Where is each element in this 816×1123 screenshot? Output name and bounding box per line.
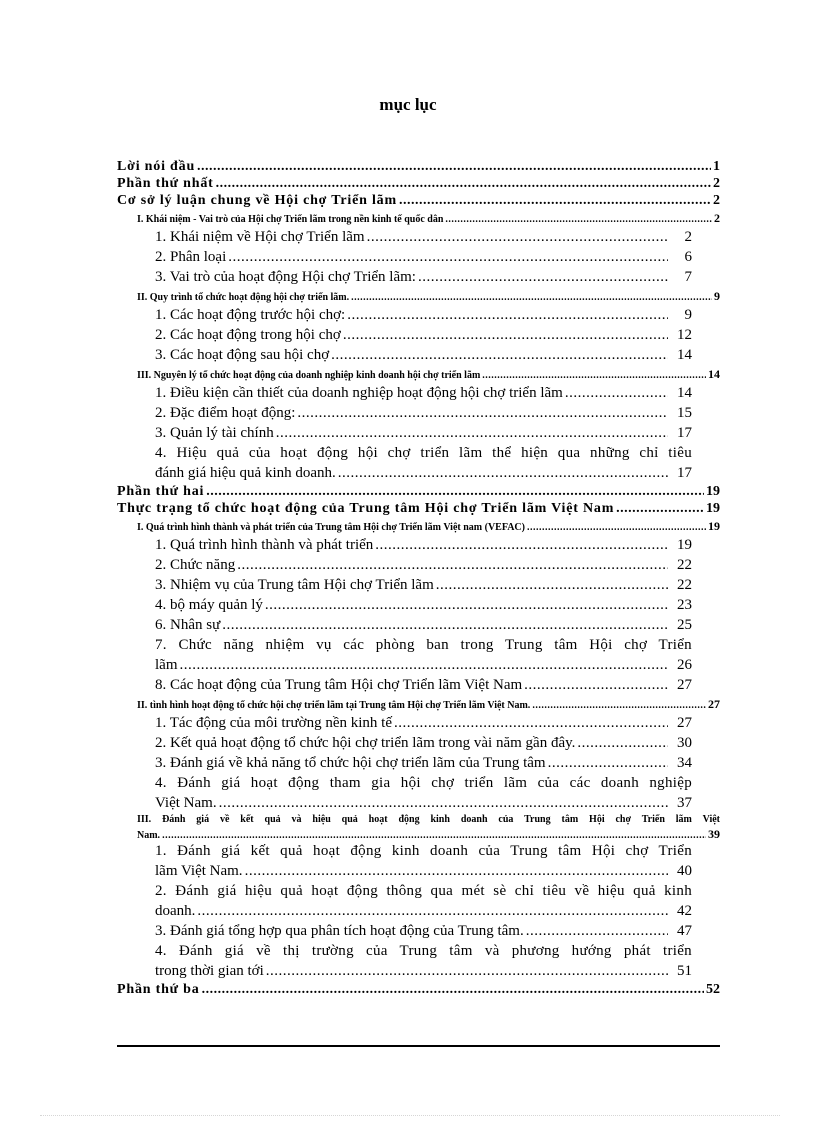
toc-entry-page: 6 [684, 249, 692, 265]
toc-entry-label: 2. Phân loại [155, 249, 227, 265]
toc-entry-page: 40 [677, 863, 692, 879]
leader-dots [219, 793, 668, 813]
toc-entry-page: 27 [677, 677, 692, 693]
toc-entry-label: 2. Chức năng [155, 557, 236, 573]
toc-entry-label: I. Khái niệm - Vai trò của Hội chợ Triển lãm trong nền kinh tế quốc dân [137, 214, 444, 225]
toc-entry-page: 42 [677, 903, 692, 919]
toc-entry-label-cont: trong thời gian tới [155, 963, 264, 979]
toc-entry[interactable] [117, 981, 720, 998]
leader-dots [206, 483, 704, 500]
toc-entry-label: 6. Nhân sự [155, 617, 221, 633]
toc-entry[interactable] [117, 305, 720, 325]
leader-dots [237, 555, 668, 575]
toc-entry-label: 3. Nhiệm vụ của Trung tâm Hội chợ Triển lãm [155, 577, 434, 593]
table-of-contents [117, 158, 720, 998]
toc-entry-label: II. tình hình hoạt động tổ chức hội chợ triển lãm tại Trung tâm Hội chợ Triển lãm Việt Nam. [137, 700, 531, 711]
toc-entry[interactable] [117, 881, 720, 921]
page-bottom-border [40, 1115, 780, 1116]
leader-dots [394, 713, 668, 733]
toc-entry-page: 2 [684, 229, 692, 245]
footer-rule [117, 1045, 720, 1047]
leader-dots [436, 575, 668, 595]
toc-entry-label: III. Nguyên lý tổ chức hoạt động của doanh nghiệp kinh doanh hội chợ triển lãm [137, 370, 481, 381]
toc-entry[interactable] [117, 713, 720, 733]
toc-entry-label: 3. Đánh giá tổng hợp qua phân tích hoạt động của Trung tâm. [155, 923, 524, 939]
toc-entry-page: 17 [677, 465, 692, 481]
leader-dots [343, 325, 668, 345]
toc-entry-page: 2 [713, 193, 720, 208]
toc-entry[interactable] [117, 753, 720, 773]
leader-dots [532, 697, 706, 713]
toc-entry-label: I. Quá trình hình thành và phát triển của Trung tâm Hội chợ Triển lãm Việt nam (VEFAC) [137, 522, 525, 533]
toc-entry-label: 1. Điều kiện cần thiết của doanh nghiệp hoạt động hội chợ triển lãm [155, 385, 563, 401]
toc-entry-page: 9 [684, 307, 692, 323]
toc-entry-page: 2 [714, 211, 720, 225]
toc-entry[interactable] [117, 841, 720, 881]
toc-section[interactable] [117, 695, 720, 713]
toc-entry-label: 1. Tác động của môi trường nền kinh tế [155, 715, 392, 731]
toc-entry-page: 34 [677, 755, 692, 771]
toc-section[interactable] [117, 813, 720, 841]
toc-entry-page: 26 [677, 657, 692, 673]
toc-entry[interactable] [117, 773, 720, 813]
toc-entry-page: 19 [708, 519, 720, 533]
leader-dots [399, 192, 711, 209]
leader-dots [616, 500, 704, 517]
leader-dots [548, 753, 668, 773]
leader-dots [202, 981, 704, 998]
leader-dots [197, 901, 668, 921]
leader-dots [216, 175, 711, 192]
toc-entry-label: Cơ sở lý luận chung về Hội chợ Triển lãm [117, 193, 397, 208]
toc-entry-page: 19 [677, 537, 692, 553]
leader-dots [276, 423, 668, 443]
toc-entry-page: 17 [677, 425, 692, 441]
toc-entry[interactable] [117, 423, 720, 443]
toc-entry[interactable] [117, 443, 720, 483]
toc-entry-page: 19 [706, 484, 720, 499]
leader-dots [222, 615, 668, 635]
leader-dots [197, 158, 711, 175]
toc-entry-page: 22 [677, 577, 692, 593]
toc-entry-label: 2. Các hoạt động trong hội chợ [155, 327, 341, 343]
toc-entry[interactable] [117, 635, 720, 675]
toc-entry[interactable] [117, 615, 720, 635]
toc-entry[interactable] [117, 483, 720, 500]
toc-entry-label-cont: doanh. [155, 903, 196, 919]
toc-entry-label: 4. Đánh giá về thị trường của Trung tâm và phương hướng phát triển [155, 943, 692, 959]
toc-section[interactable] [117, 517, 720, 535]
toc-entry-page: 1 [713, 159, 720, 174]
toc-entry-label: 7. Chức năng nhiệm vụ các phòng ban trong Trung tâm Hội chợ Triển [155, 637, 692, 653]
leader-dots [347, 305, 668, 325]
toc-entry-page: 30 [677, 735, 692, 751]
toc-entry[interactable] [117, 555, 720, 575]
toc-entry-label: 1. Khái niệm về Hội chợ Triển lãm [155, 229, 365, 245]
leader-dots [526, 921, 668, 941]
toc-entry-page: 25 [677, 617, 692, 633]
toc-entry[interactable] [117, 345, 720, 365]
toc-entry[interactable] [117, 403, 720, 423]
toc-entry-page: 14 [677, 347, 692, 363]
toc-entry-page: 22 [677, 557, 692, 573]
toc-entry-label: 4. Hiệu quả của hoạt động hội chợ triển lãm thể hiện qua những chỉ tiêu [155, 445, 692, 461]
leader-dots [418, 267, 668, 287]
toc-entry[interactable] [117, 941, 720, 981]
toc-entry-label: 3. Các hoạt động sau hội chợ [155, 347, 330, 363]
toc-entry[interactable] [117, 595, 720, 615]
toc-entry-label: 1. Quá trình hình thành và phát triển [155, 537, 374, 553]
toc-entry-label: Phần thứ hai [117, 484, 205, 499]
toc-entry[interactable] [117, 733, 720, 753]
toc-entry-label-cont: lãm Việt Nam. [155, 863, 243, 879]
toc-entry-label-cont: Nam. [137, 830, 161, 841]
toc-entry-label: 1. Các hoạt động trước hội chợ: [155, 307, 346, 323]
leader-dots [375, 535, 668, 555]
toc-entry[interactable] [117, 175, 720, 192]
leader-dots [445, 211, 712, 227]
leader-dots [265, 595, 668, 615]
toc-entry-label: Lời nói đầu [117, 159, 196, 174]
leader-dots [527, 519, 706, 535]
leader-dots [162, 829, 706, 841]
toc-entry-label: 3. Quản lý tài chính [155, 425, 274, 441]
toc-entry-label: Phần thứ ba [117, 982, 200, 997]
toc-entry[interactable] [117, 535, 720, 555]
toc-entry[interactable] [117, 247, 720, 267]
toc-entry-page: 23 [677, 597, 692, 613]
leader-dots [577, 733, 668, 753]
toc-entry-label: 8. Các hoạt động của Trung tâm Hội chợ Triển lãm Việt Nam [155, 677, 523, 693]
toc-entry-page: 39 [708, 827, 720, 841]
toc-entry-label: III. Đánh giá về kết quả và hiệu quả hoạt động kinh doanh của Trung tâm Hội chợ Triển lãm Việt [137, 814, 720, 825]
toc-entry-label: Phần thứ nhất [117, 176, 214, 191]
leader-dots [297, 403, 668, 423]
toc-entry-page: 27 [708, 697, 720, 711]
toc-entry-label: 4. Đánh giá hoạt động tham gia hội chợ triển lãm của các doanh nghiệp [155, 775, 692, 791]
toc-entry-label: 2. Đặc điểm hoạt động: [155, 405, 296, 421]
toc-entry-page: 2 [713, 176, 720, 191]
toc-section[interactable] [117, 365, 720, 383]
toc-entry-label: Thực trạng tổ chức hoạt động của Trung tâm Hội chợ Triển lãm Việt Nam [117, 501, 615, 516]
toc-entry-page: 47 [677, 923, 692, 939]
leader-dots [482, 367, 706, 383]
leader-dots [338, 463, 668, 483]
toc-entry-page: 27 [677, 715, 692, 731]
toc-entry[interactable] [117, 158, 720, 175]
toc-entry-page: 51 [677, 963, 692, 979]
toc-entry-label: 3. Vai trò của hoạt động Hội chợ Triển lãm: [155, 269, 416, 285]
toc-entry-page: 37 [677, 795, 692, 811]
toc-entry-label: 3. Đánh giá về khả năng tổ chức hội chợ triển lãm của Trung tâm [155, 755, 546, 771]
toc-entry[interactable] [117, 383, 720, 403]
leader-dots [331, 345, 668, 365]
toc-entry-label: 2. Kết quả hoạt động tổ chức hội chợ triển lãm trong vài năm gần đây. [155, 735, 576, 751]
toc-entry-page: 19 [706, 501, 720, 516]
toc-entry[interactable] [117, 325, 720, 345]
toc-entry[interactable] [117, 500, 720, 517]
leader-dots [524, 675, 668, 695]
toc-entry[interactable] [117, 227, 720, 247]
toc-entry-page: 14 [677, 385, 692, 401]
toc-entry[interactable] [117, 921, 720, 941]
leader-dots [245, 861, 668, 881]
toc-entry-page: 15 [677, 405, 692, 421]
toc-entry[interactable] [117, 675, 720, 695]
leader-dots [565, 383, 668, 403]
toc-entry-page: 7 [684, 269, 692, 285]
leader-dots [228, 247, 668, 267]
toc-section[interactable] [117, 209, 720, 227]
leader-dots [367, 227, 668, 247]
toc-entry-label-cont: Việt Nam. [155, 795, 217, 811]
leader-dots [266, 961, 668, 981]
toc-title: mục lục [379, 95, 437, 114]
toc-entry-label-cont: đánh giá hiệu quả kinh doanh. [155, 465, 336, 481]
leader-dots [351, 289, 712, 305]
toc-entry-page: 52 [706, 982, 720, 997]
toc-entry-label-cont: lãm [155, 657, 178, 673]
toc-entry[interactable] [117, 267, 720, 287]
toc-section[interactable] [117, 287, 720, 305]
toc-entry-page: 14 [708, 367, 720, 381]
toc-entry-label: 4. bộ máy quản lý [155, 597, 263, 613]
toc-entry[interactable] [117, 192, 720, 209]
toc-entry-label: 1. Đánh giá kết quả hoạt động kinh doanh của Trung tâm Hội chợ Triển [155, 843, 692, 859]
toc-entry-page: 9 [714, 289, 720, 303]
toc-entry-page: 12 [677, 327, 692, 343]
leader-dots [180, 655, 669, 675]
toc-entry[interactable] [117, 575, 720, 595]
toc-entry-label: 2. Đánh giá hiệu quả hoạt động thông qua mét sè chỉ tiêu về hiệu quả kinh [155, 883, 692, 899]
toc-entry-label: II. Quy trình tổ chức hoạt động hội chợ triển lãm. [137, 292, 350, 303]
